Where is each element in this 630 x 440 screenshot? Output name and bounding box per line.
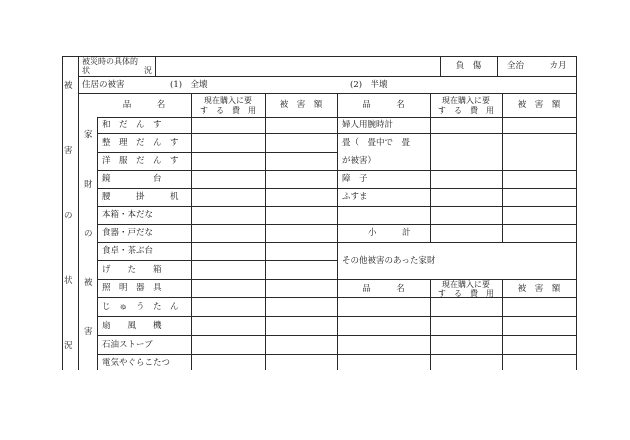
other-damage-label: その他被害のあった家財 [342,256,436,266]
rule [97,316,337,317]
residence-label: 住居の被害 [82,80,125,90]
header-item: 品 名 [362,100,405,110]
rule [337,335,576,336]
subtotal-label: 小 計 [368,228,411,238]
item-name: 食卓・茶ぶ台 [102,246,154,256]
rule [97,188,337,189]
rule [337,93,338,370]
header-cost-line1: 現在購入に要 [204,96,252,105]
rule [97,260,337,261]
side-label-char: 況 [64,341,73,351]
rule [337,170,576,171]
header-cost-line2: す る 費 用 [200,106,256,115]
injury-label: 負 傷 [455,61,482,71]
furniture-label-char: 家 [84,130,93,140]
header-cost-line2: す る 費 用 [438,289,494,298]
rule [337,188,576,189]
furniture-label-char: 被 [84,278,93,288]
side-label-char: 害 [64,146,73,156]
furniture-label-char: の [84,229,93,239]
rule [337,242,576,243]
rule [62,56,576,57]
item-name: じ ゅ う た ん [102,302,179,312]
header-damage: 被 害 額 [517,100,561,110]
item-name: 石油ストーブ [102,340,153,350]
rule [78,56,79,370]
side-label-char: 被 [64,81,73,91]
situation-label-line2 [82,66,152,75]
rule [97,170,337,171]
item-name: 本箱・本だな [102,210,154,220]
header-cost-line2: す る 費 用 [438,106,494,115]
header-item: 品 名 [122,100,166,110]
rule [191,93,192,370]
item-name: 腰 掛 机 [102,192,179,202]
rule [497,56,498,76]
item-name: 整 理 だ ん す [102,138,179,148]
item-name: 照 明 器 具 [102,283,162,293]
item-name: ふすま [342,192,368,202]
rule [97,206,337,207]
rule [97,335,337,336]
rule [97,152,337,153]
item-name: 婦人用腕時計 [342,120,394,130]
rule [502,93,503,242]
situation-label-char: 状 [82,66,90,75]
situation-label-char: 況 [144,66,152,75]
rule [62,56,63,370]
rule [155,56,156,76]
furniture-label-char: 財 [84,180,93,190]
item-name: 扇 風 機 [102,321,162,331]
furniture-label-char: 害 [84,327,93,337]
item-name-tatami-note: が被害） [342,156,377,166]
side-label-char: の [64,211,73,221]
item-name: 洋 服 だ ん す [102,156,179,166]
header-cost-line1: 現在購入に要 [442,96,490,105]
recovery-period-field: 全治 カ月 [507,61,567,71]
rule [78,76,576,77]
item-name: 食器・戸だな [102,228,154,238]
rule [97,279,337,280]
rule [97,354,337,355]
situation-label: 被災時の具体的 [82,57,138,66]
residence-option-total: (1) 全壊 [170,80,208,90]
item-name: 鏡 台 [102,174,162,184]
item-name: 和 だ ん す [102,120,162,130]
rule [337,206,576,207]
rule [97,224,337,225]
rule [97,117,98,370]
rule [97,133,337,134]
rule [337,224,576,225]
rule [430,93,431,242]
item-name: 電気やぐらこたつ [102,358,171,368]
rule [576,56,577,370]
residence-option-half: (2) 半壊 [350,80,388,90]
rule [265,93,266,370]
header-damage: 被 害 額 [517,284,561,294]
header-cost-line1: 現在購入に要 [442,280,490,289]
rule [337,354,576,355]
header-item: 品 名 [362,284,405,294]
rule [97,242,337,243]
rule [97,297,337,298]
side-label-char: 状 [64,276,73,286]
header-damage: 被 害 額 [279,100,323,110]
rule [337,316,576,317]
item-name-tatami: 畳（ 畳中で 畳 [342,138,411,148]
rule [337,133,576,134]
item-name: げ た 箱 [102,265,162,275]
item-name: 障 子 [342,174,368,184]
